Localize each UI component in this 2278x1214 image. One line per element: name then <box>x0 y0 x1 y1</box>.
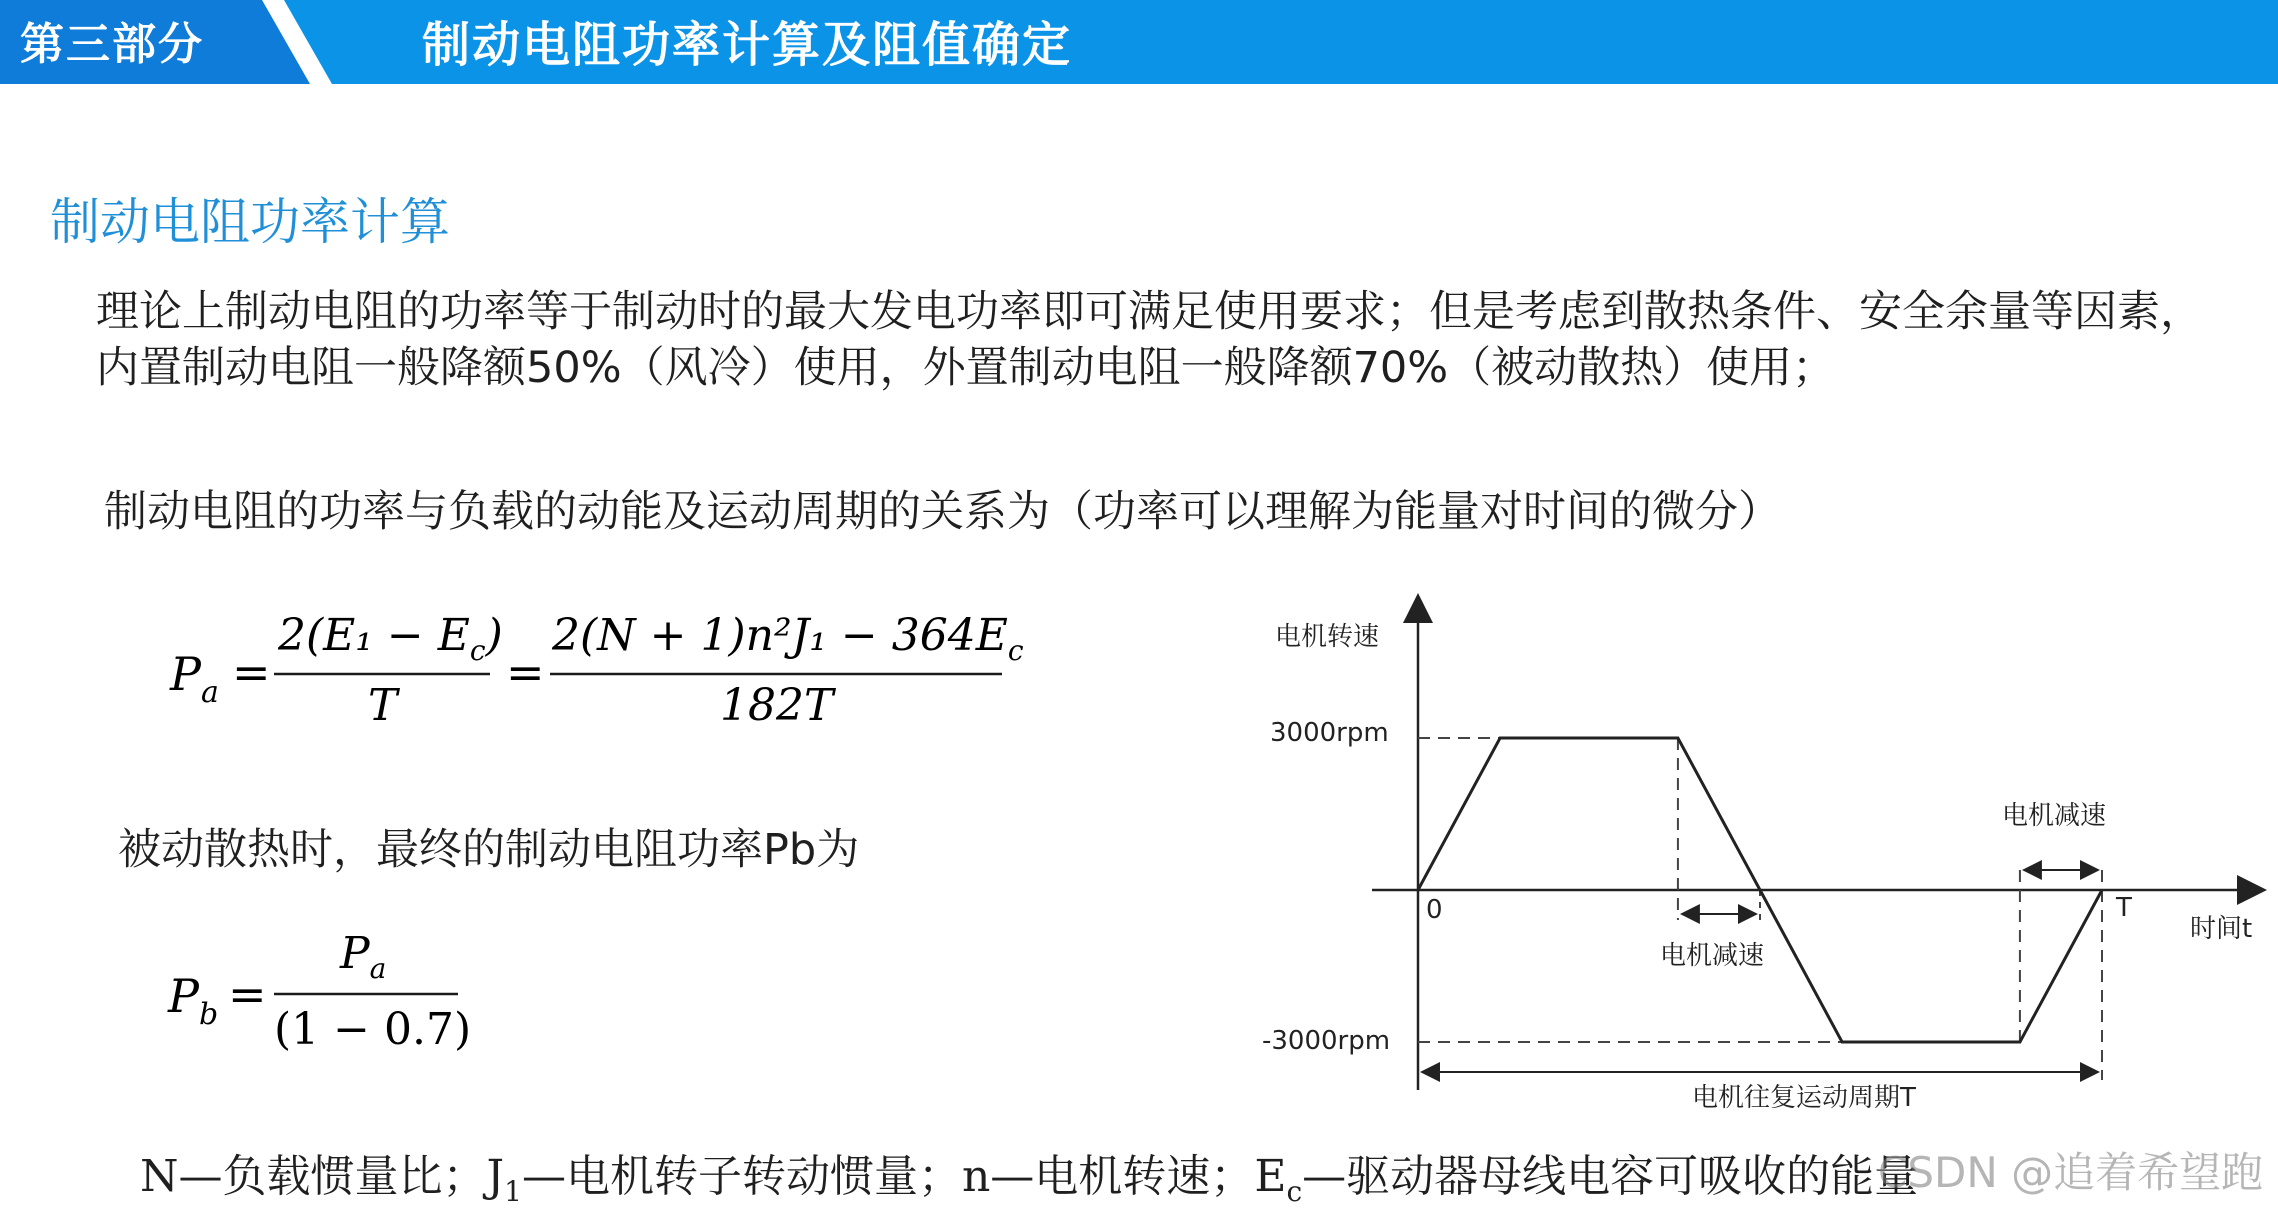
section-subtitle: 制动电阻功率计算 <box>50 193 450 251</box>
pa-num1: $2(E_1 - E_c)$ <box>278 610 503 667</box>
origin-label: 0 <box>1426 895 1443 925</box>
page-title: 制动电阻功率计算及阻值确定 <box>422 17 1073 73</box>
variable-legend <box>140 1140 1918 1208</box>
formula-pa <box>160 590 1060 750</box>
x-axis-label: 时间t <box>2190 914 2253 944</box>
y-axis-label: 电机转速 <box>1275 622 1380 652</box>
pb-lhs: $P_b$ <box>168 969 219 1032</box>
pa-equals-2: = <box>506 645 545 699</box>
legend-n-ratio: N—负载惯量比； <box>140 1151 487 1202</box>
decel-label-1: 电机减速 <box>1660 941 1765 971</box>
pb-num: $P_a$ <box>340 928 387 985</box>
pa-lhs: $P_a$ <box>170 647 219 710</box>
watermark: CSDN @追着希望跑 <box>1878 1148 2264 1197</box>
speed-profile-chart <box>1240 580 2270 1120</box>
intro-paragraph: 理论上制动电阻的功率等于制动时的最大发电功率即可满足使用要求；但是考虑到散热条件、安全余量等因素，内置制动电阻一般降额50%（风冷）使用，外置制动电阻一般降额70%（被动散热）使用； <box>96 287 2203 393</box>
pb-equals: = <box>228 967 267 1021</box>
pa-den2: 182T <box>720 680 834 731</box>
section-label: 第三部分 <box>20 19 204 70</box>
formula-pb <box>160 916 580 1066</box>
header-bar <box>0 0 2278 84</box>
y-tick-bottom: -3000rpm <box>1262 1026 1391 1056</box>
legend-e: $E_c—$驱动器母线电容可吸收的能量 <box>1254 1151 1919 1208</box>
legend-j: $J_1—$电机转子转动惯量； <box>486 1151 962 1208</box>
relation-text: 制动电阻的功率与负载的动能及运动周期的关系为（功率可以理解为能量对时间的微分） <box>104 487 1781 537</box>
pa-num2: $2(N + 1)n^2J_1 - 364E_c$ <box>552 610 1024 667</box>
period-label: 电机往复运动周期T <box>1692 1083 1916 1113</box>
pb-den: (1 − 0.7) <box>274 1004 472 1055</box>
pa-den1: T <box>368 680 398 731</box>
pa-equals-1: = <box>232 645 271 699</box>
legend-n-speed: n—电机转速； <box>961 1151 1255 1202</box>
decel-label-2: 电机减速 <box>2002 801 2107 831</box>
passive-text: 被动散热时，最终的制动电阻功率Pb为 <box>118 825 860 875</box>
end-label: T <box>2116 893 2132 923</box>
y-tick-top: 3000rpm <box>1270 718 1389 748</box>
